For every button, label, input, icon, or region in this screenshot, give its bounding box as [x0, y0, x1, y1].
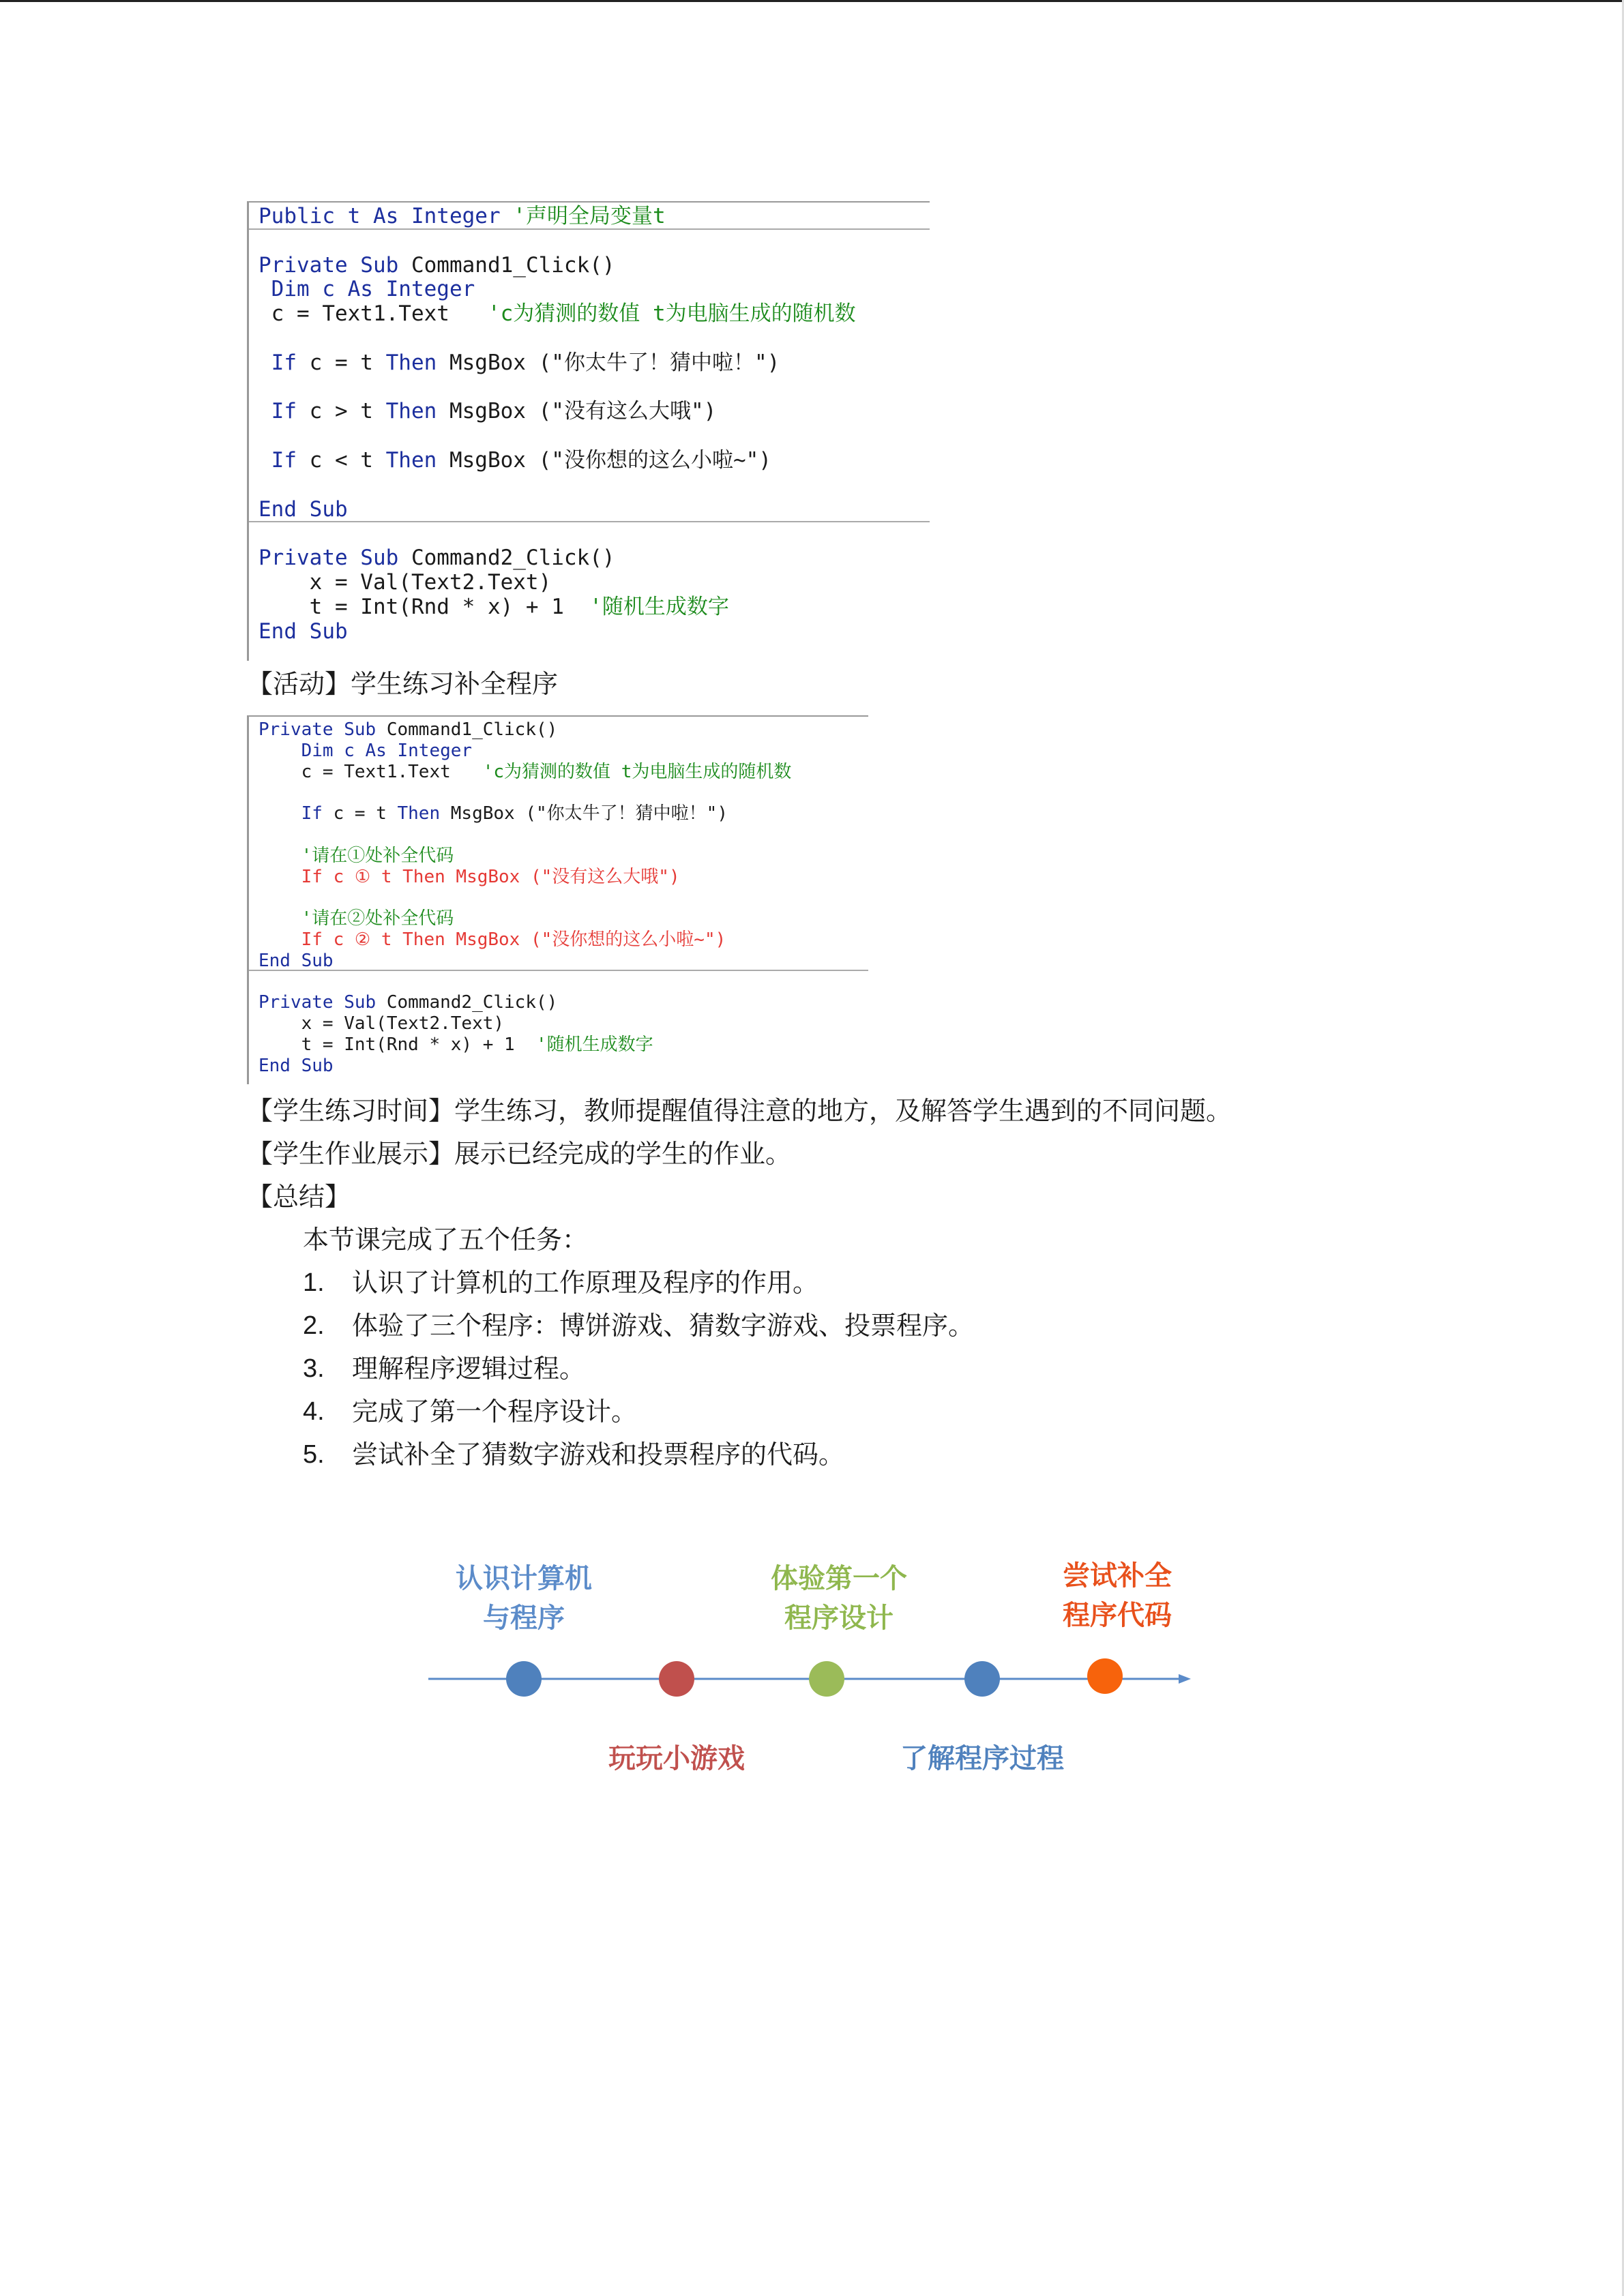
- code-token: Then: [385, 399, 449, 424]
- code-line: [259, 803, 728, 824]
- code-token: '声明全局变量t: [513, 204, 666, 228]
- code-token: x = Val(Text2.Text): [259, 570, 552, 595]
- code-token: c > t: [309, 399, 386, 424]
- list-item-number: 5.: [303, 1440, 325, 1469]
- code-token: t = Int(Rnd * x) + 1: [259, 1034, 536, 1055]
- code-line: [259, 301, 856, 326]
- code-token: Private Sub: [259, 719, 387, 740]
- timeline-dot: [506, 1661, 542, 1697]
- code-token: Command1_Click(): [386, 719, 558, 740]
- timeline-label-line: 体验第一个: [771, 1563, 907, 1594]
- list-item-number: 3.: [303, 1354, 325, 1383]
- activity-heading: 【活动】学生练习补全程序: [247, 669, 559, 699]
- code-token: If: [259, 803, 334, 824]
- timeline-label-line: 程序设计: [784, 1602, 894, 1634]
- code-token: End Sub: [259, 618, 348, 644]
- timeline-label-program-process: [873, 1739, 1091, 1778]
- list-item-number: 4.: [303, 1397, 325, 1426]
- code-token: c = t: [333, 803, 398, 824]
- code-token: x = Val(Text2.Text): [259, 1013, 505, 1034]
- timeline-arrow-icon: [1179, 1674, 1191, 1684]
- list-item: 体验了三个程序：博饼游戏、猜数字游戏、投票程序。: [352, 1311, 975, 1341]
- code-line: [259, 719, 557, 741]
- timeline-label-line: 与程序: [483, 1602, 565, 1634]
- code-token: MsgBox ("没你想的这么小啦~"): [449, 448, 771, 473]
- code-line: [259, 908, 454, 929]
- code-token: Command2_Click(): [386, 992, 558, 1013]
- timeline-label-know-computer: [415, 1559, 633, 1638]
- code-token: Private Sub: [259, 992, 387, 1013]
- code-token: 'c为猜测的数值 t为电脑生成的随机数: [482, 761, 792, 782]
- code-token: End Sub: [259, 950, 334, 971]
- code-line: [259, 570, 551, 595]
- code-line: [259, 929, 726, 951]
- list-item-number: 1.: [303, 1268, 325, 1297]
- code-token: t = Int(Rnd * x) + 1: [259, 594, 590, 619]
- summary-intro: 本节课完成了五个任务：: [303, 1225, 589, 1255]
- list-item: 理解程序逻辑过程。: [352, 1354, 586, 1384]
- timeline-label-line: 尝试补全: [1063, 1560, 1172, 1592]
- code-line: [259, 846, 454, 867]
- code-line: [259, 277, 475, 301]
- list-item: 完成了第一个程序设计。: [352, 1397, 638, 1427]
- list-item: 认识了计算机的工作原理及程序的作用。: [352, 1268, 819, 1298]
- code-line: [259, 253, 615, 278]
- code-token: Private Sub: [259, 546, 411, 571]
- code-token: c = t: [309, 350, 386, 375]
- code-line: [259, 204, 666, 228]
- code-token: If: [259, 448, 310, 473]
- timeline-label-first-program: [730, 1559, 948, 1638]
- code-token: MsgBox ("没有这么大哦"): [449, 399, 717, 424]
- code-line: [259, 741, 472, 762]
- code-line: [259, 619, 348, 644]
- code-token: '请在①处补全代码: [259, 845, 454, 866]
- code-line: [259, 497, 348, 522]
- code-token: If c ② t Then MsgBox ("没你想的这么小啦~"): [259, 929, 726, 950]
- code-token: MsgBox ("你太牛了！猜中啦！"): [449, 350, 780, 375]
- timeline-label-line: 程序代码: [1063, 1600, 1172, 1631]
- code-separator: [249, 970, 868, 971]
- code-line: [259, 1034, 653, 1056]
- code-line: [259, 1013, 504, 1034]
- code-separator: [249, 228, 930, 230]
- code-token: Dim c As Integer: [259, 277, 475, 302]
- code-separator: [249, 521, 930, 522]
- code-line: [259, 595, 729, 619]
- code-line: [259, 546, 615, 570]
- timeline-label-mini-games: [567, 1739, 786, 1778]
- code-line: [259, 351, 780, 375]
- code-token: c = Text1.Text: [259, 301, 488, 327]
- timeline-label-line: 认识计算机: [456, 1563, 592, 1594]
- code-token: Private Sub: [259, 252, 411, 278]
- code-token: Then: [385, 448, 449, 473]
- code-line: [259, 992, 557, 1013]
- code-token: Then: [397, 803, 451, 824]
- summary-heading: 【总结】: [247, 1182, 351, 1212]
- code-token: MsgBox ("你太牛了！猜中啦！"): [450, 803, 728, 824]
- code-block-2: [247, 715, 868, 1084]
- timeline-label-complete-code: [1008, 1556, 1226, 1635]
- code-token: Dim c As Integer: [259, 740, 473, 761]
- code-token: Command2_Click(): [411, 546, 615, 571]
- homework-show-paragraph: 【学生作业展示】展示已经完成的学生的作业。: [247, 1139, 792, 1169]
- code-token: Then: [385, 350, 449, 375]
- code-line: [259, 867, 680, 888]
- code-token: 'c为猜测的数值 t为电脑生成的随机数: [487, 301, 856, 327]
- code-token: If: [259, 399, 310, 424]
- timeline-label-line: 玩玩小游戏: [608, 1743, 745, 1774]
- code-token: '随机生成数字: [589, 594, 729, 619]
- code-line: [259, 399, 716, 423]
- page-top-border: [0, 0, 1624, 2]
- timeline-dot: [659, 1661, 694, 1697]
- timeline-dot: [1087, 1658, 1123, 1694]
- code-line: [259, 1056, 334, 1077]
- code-token: If: [259, 350, 310, 375]
- code-line: [259, 951, 334, 972]
- code-token: c = Text1.Text: [259, 761, 483, 782]
- code-token: '随机生成数字: [536, 1034, 653, 1055]
- code-block-1: [247, 201, 930, 661]
- timeline-dot: [964, 1661, 1000, 1697]
- code-token: End Sub: [259, 1055, 334, 1076]
- code-line: [259, 448, 771, 473]
- code-line: [259, 762, 791, 783]
- timeline-dot: [809, 1661, 844, 1697]
- code-token: '请在②处补全代码: [259, 908, 454, 929]
- timeline-label-line: 了解程序过程: [900, 1743, 1064, 1774]
- code-token: If c ① t Then MsgBox ("没有这么大哦"): [259, 866, 680, 887]
- practice-time-paragraph: 【学生练习时间】学生练习，教师提醒值得注意的地方，及解答学生遇到的不同问题。: [247, 1096, 1232, 1126]
- code-token: Public t As Integer: [259, 204, 514, 228]
- code-token: Command1_Click(): [411, 252, 615, 278]
- code-token: c < t: [309, 448, 386, 473]
- code-token: End Sub: [259, 496, 348, 522]
- list-item: 尝试补全了猜数字游戏和投票程序的代码。: [352, 1440, 845, 1470]
- list-item-number: 2.: [303, 1311, 325, 1340]
